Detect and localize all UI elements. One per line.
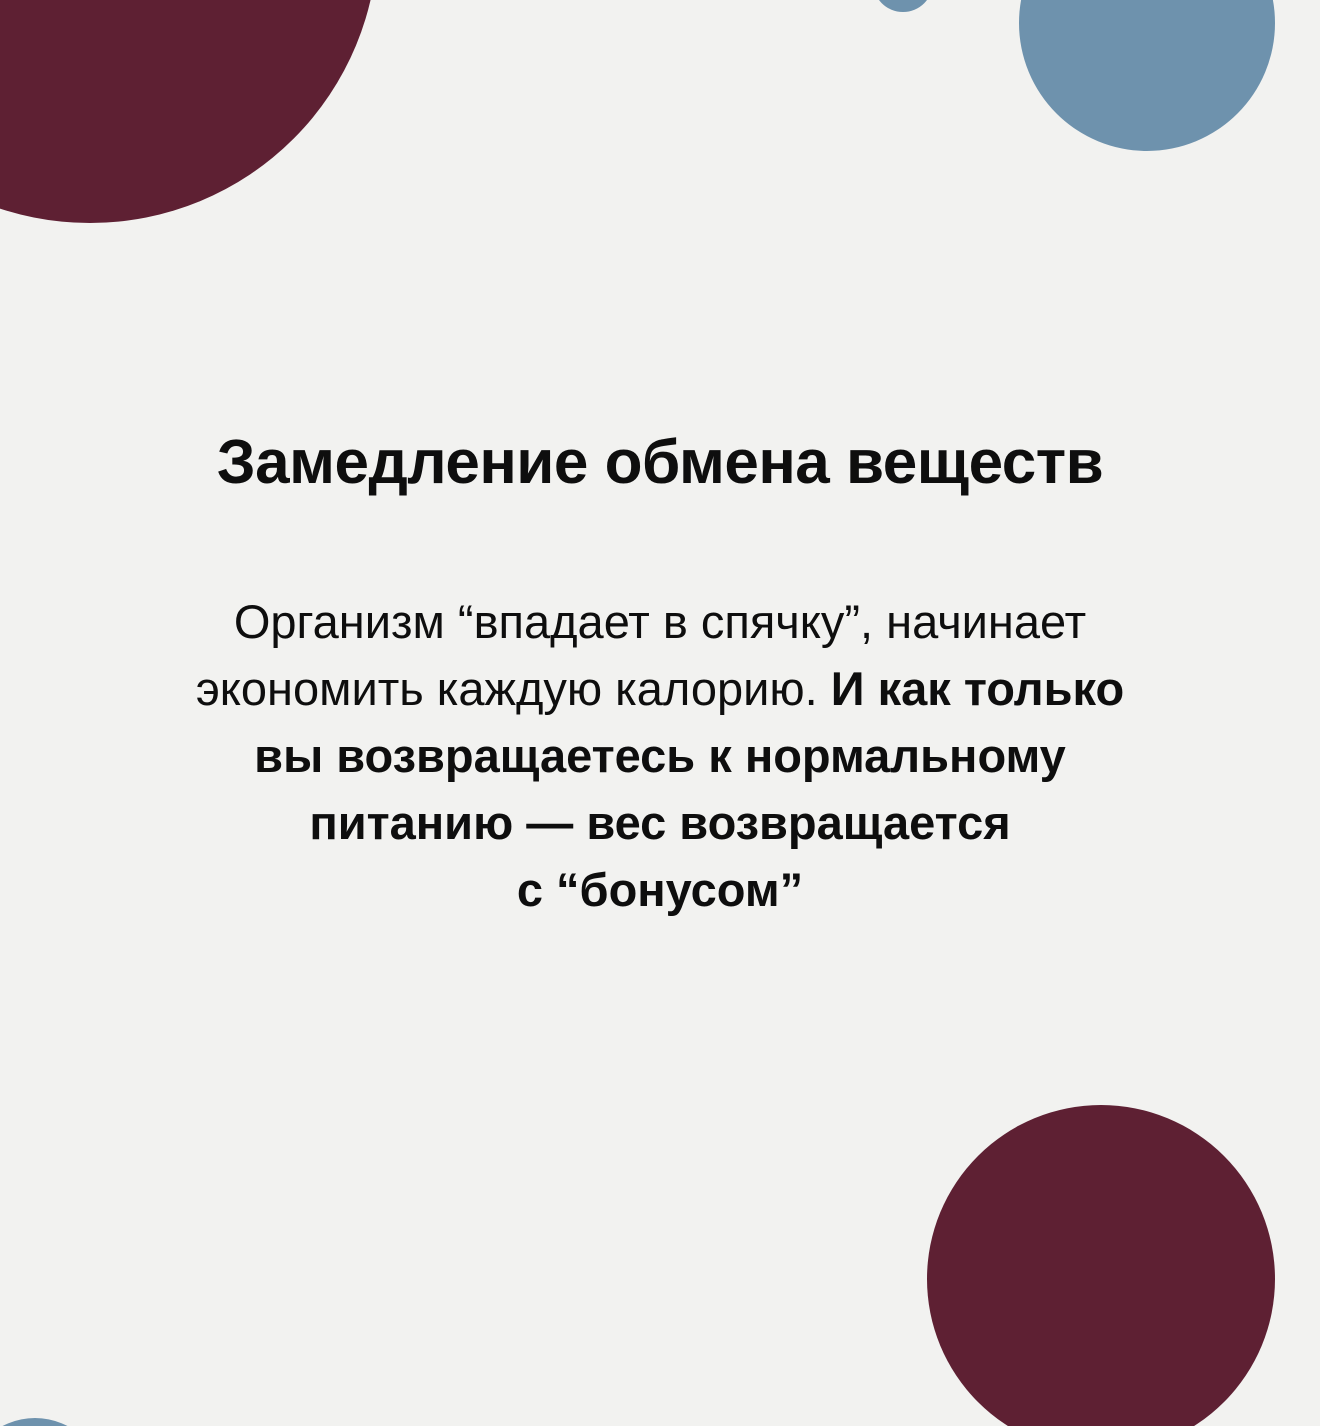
decorative-circle-top-left: [0, 0, 378, 223]
slide-title: Замедление обмена веществ: [216, 428, 1104, 497]
decorative-circle-top-small: [873, 0, 933, 12]
body-line: [60, 588, 1260, 655]
body-line: [60, 856, 1260, 923]
body-text-segment-bold: вы возвращаетесь к нормальному: [254, 729, 1066, 782]
body-text-segment-bold: питанию — вес возвращается: [309, 796, 1011, 849]
slide-body-text: [60, 588, 1260, 923]
body-text-segment-bold: И как только: [830, 662, 1125, 715]
body-line: [60, 655, 1260, 722]
body-text-segment-bold: с “бонусом”: [516, 863, 804, 916]
decorative-circle-bottom-left: [0, 1418, 105, 1426]
body-text-segment: экономить каждую калорию.: [195, 662, 831, 715]
body-text-segment: Организм “впадает в спячку”, начинает: [233, 595, 1087, 648]
body-line: [60, 789, 1260, 856]
body-line: [60, 722, 1260, 789]
decorative-circle-top-right: [1019, 0, 1275, 151]
decorative-circle-bottom-right: [927, 1105, 1275, 1426]
